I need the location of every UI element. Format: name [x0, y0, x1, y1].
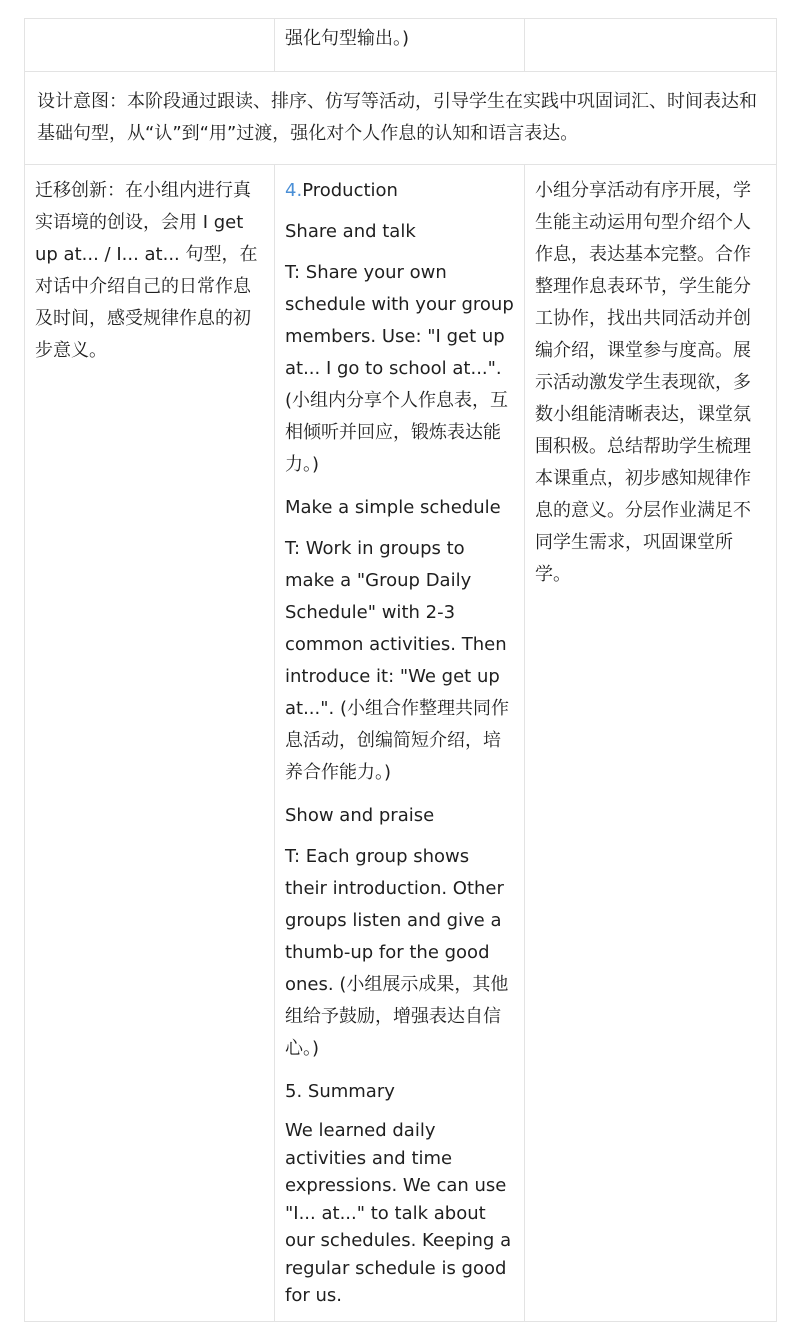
activity-cell: [275, 165, 525, 1322]
table-row: [25, 165, 777, 1322]
summary-heading: 5. Summary: [285, 1081, 395, 1102]
production-number: 4.: [285, 180, 303, 201]
objective-text: 迁移创新：在小组内进行真实语境的创设，会用 I get up at... / I... at... 句型，在对话中介绍自己的日常作息及时间，感受规律作息的初步意义。: [35, 180, 258, 361]
make-chinese: (小组合作整理共同作息活动，创编简短介绍，培养合作能力。): [285, 698, 510, 783]
share-heading: Share and talk: [285, 221, 416, 242]
show-english: T: Each group shows their introduction. Other groups listen and give a thumb-up for the good ones.: [285, 846, 504, 995]
table-row: [25, 72, 777, 165]
make-english: T: Work in groups to make a "Group Daily Schedule" with 2-3 common activities. Then introduce it: "We get up at...".: [285, 538, 507, 719]
cell-top-right: [525, 19, 777, 72]
objective-cell: [25, 165, 275, 1322]
share-chinese: (小组内分享个人作息表，互相倾听并回应，锻炼表达能力。): [285, 390, 509, 475]
cell-top-middle: [275, 19, 525, 72]
lesson-plan-table: [24, 18, 777, 1322]
make-instruction: [285, 533, 514, 789]
share-instruction: [285, 257, 514, 481]
reflection-text: 小组分享活动有序开展，学生能主动运用句型介绍个人作息，表达基本完整。合作整理作息表环节，学生能分工协作，找出共同活动并创编介绍，课堂参与度高。展示活动激发学生表现欲，多数小组能清晰表达，课堂氛围积极。总结帮助学生梳理本课重点，初步感知规律作息的意义。分层作业满足不同学生需求，巩固课堂所学。: [535, 180, 751, 585]
cell-top-left: [25, 19, 275, 72]
show-instruction: [285, 841, 514, 1065]
top-middle-text: 强化句型输出。): [285, 28, 410, 49]
production-heading: [285, 175, 514, 207]
show-chinese: (小组展示成果，其他组给予鼓励，增强表达自信心。): [285, 974, 509, 1059]
summary-text: We learned daily activities and time expressions. We can use "I... at..." to talk about our schedules. Keeping a regular schedule is good for us.: [285, 1120, 512, 1306]
design-intent-cell: [25, 72, 777, 165]
production-title: Production: [302, 180, 398, 201]
make-heading: Make a simple schedule: [285, 497, 501, 518]
share-english: T: Share your own schedule with your group members. Use: "I get up at... I go to school at...".: [285, 262, 514, 379]
design-intent-text: 设计意图：本阶段通过跟读、排序、仿写等活动，引导学生在实践中巩固词汇、时间表达和基础句型，从“认”到“用”过渡，强化对个人作息的认知和语言表达。: [37, 91, 757, 144]
table-row: [25, 19, 777, 72]
reflection-cell: [525, 165, 777, 1322]
show-heading: Show and praise: [285, 805, 435, 826]
